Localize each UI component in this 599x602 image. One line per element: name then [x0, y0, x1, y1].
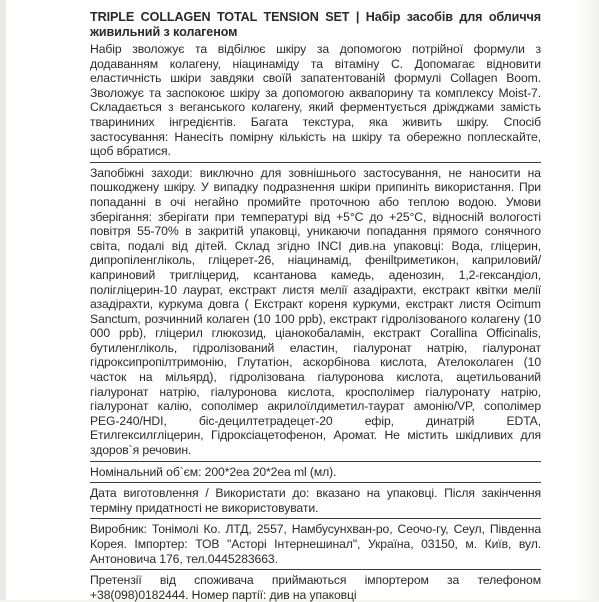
divider	[90, 518, 541, 519]
product-title: TRIPLE COLLAGEN TOTAL TENSION SET | Набір засобів для обличчя живильний з колагеном	[90, 10, 541, 39]
storage-text: зберігати при температурі від +5°С до +25°С, відносній вологості повітря 55-70% в закритій упаковці, уникаючи попадання прямого сонячного світа, подалі від дітей.	[90, 209, 541, 253]
usage-label: Спосіб застосування:	[90, 114, 541, 144]
dates-line: Дата виготовлення / Використати до: вказано на упаковці. Після закінчення терміну придатності не використовувати.	[90, 486, 541, 515]
ingredients-text: Вода, гліцерин, дипропіленгліколь, гліцерет-26, ніацинамід, феніltриметикон, каприловий/каприновий тригліцерид, ксантанова камедь, аденозин, 1,2-гександіол, полігліцерин-10 лаурат, екстракт листя мелії азадірахти, екстракт квітки мелії азадірахти, куркума довга ( Екстракт кореня куркуми, екстракт листя Ocimum Sanctum, розчинний колаген (10 100 ppb), екстракт гідролізованого колагену (10 000 ppb), гліцерил глюкозид, ціанокобаламін, екстракт Corallina Officinalis, бутиленгліколь, гідролізований еластин, гіалуронат натрію, гіалуронат гідроксипропілтримонію, Глутатіон, аскорбінова кислота, Ателоколаген (10 часток на мільярд), гідролізована гіалуронова кислота, ацетильований гіалуронат натрію, гіалуронова кислота, кросполімер гіалуронату натрію, гіалуронат калію, сополімер акрилоїлдиметил-таурат амонію/VP, сополімер PEG-240/HDI, біс-децилтетрадецет-20 ефір, динатрій EDTA, Етилгексилгліцерин, Гідроксіацетофенон, Аромат. Не містить шкідливих для здоров`я речовин.	[90, 238, 541, 458]
claims-block: Претензії від споживача приймаються імпортером за телефоном +38(098)0182444. Номер партії: див на упаковці	[90, 573, 541, 602]
product-description	[90, 42, 541, 159]
divider	[90, 461, 541, 462]
divider	[90, 482, 541, 483]
safety-block	[90, 166, 541, 458]
label-edge-shadow	[575, 0, 599, 600]
volume-label: Номінальний об`єм:	[90, 464, 202, 479]
precautions-label: Запобіжні заходи:	[90, 165, 193, 180]
volume-line	[90, 465, 541, 480]
description-text: Набір зволожує та відбілює шкіру за допомогою потрійної формули з додаванням колагену, ніацинаміду та вітаміну С. Допомагає відновити еластичність шкіри завдяки своїй запатентованій формулі Collagen Boom. Зволожує та заспокоює шкіру за допомогою аквапорину та комплексу Moist-7. Складається з веганського колагену, який ферментується дріжджами замість тварининих інгредієнтів. Багата текстура, яка живить шкіру.	[90, 42, 541, 129]
storage-label: Умови зберігання:	[90, 194, 541, 224]
volume-text: 200*2еа 20*2еа ml (мл).	[204, 464, 337, 479]
usage-text: Нанесіть помірну кількість на шкіру та обережно поплескайте, щоб вбратися.	[90, 129, 541, 159]
ingredients-label: Склад згідно INCI див.на упаковці:	[234, 238, 444, 253]
precautions-text: виключно для зовнішнього застосування, не наносити на пошкоджену шкіру. У випадку подразнення шкіри припиніть використання. При попаданні в очі негайно промийте проточною або теплою водою.	[90, 165, 541, 209]
divider	[90, 162, 541, 163]
manufacturer-block: Виробник: Тонімолі Ко. ЛТД, 2557, Намбусунхван-ро, Сеочо-гу, Сеул, Південна Корея. Імпортер: ТОВ "Асторі Інтернешинал", Україна, 03150, м. Київ, вул. Антоновича 176, тел.0445283663.	[90, 522, 541, 566]
divider	[90, 569, 541, 570]
